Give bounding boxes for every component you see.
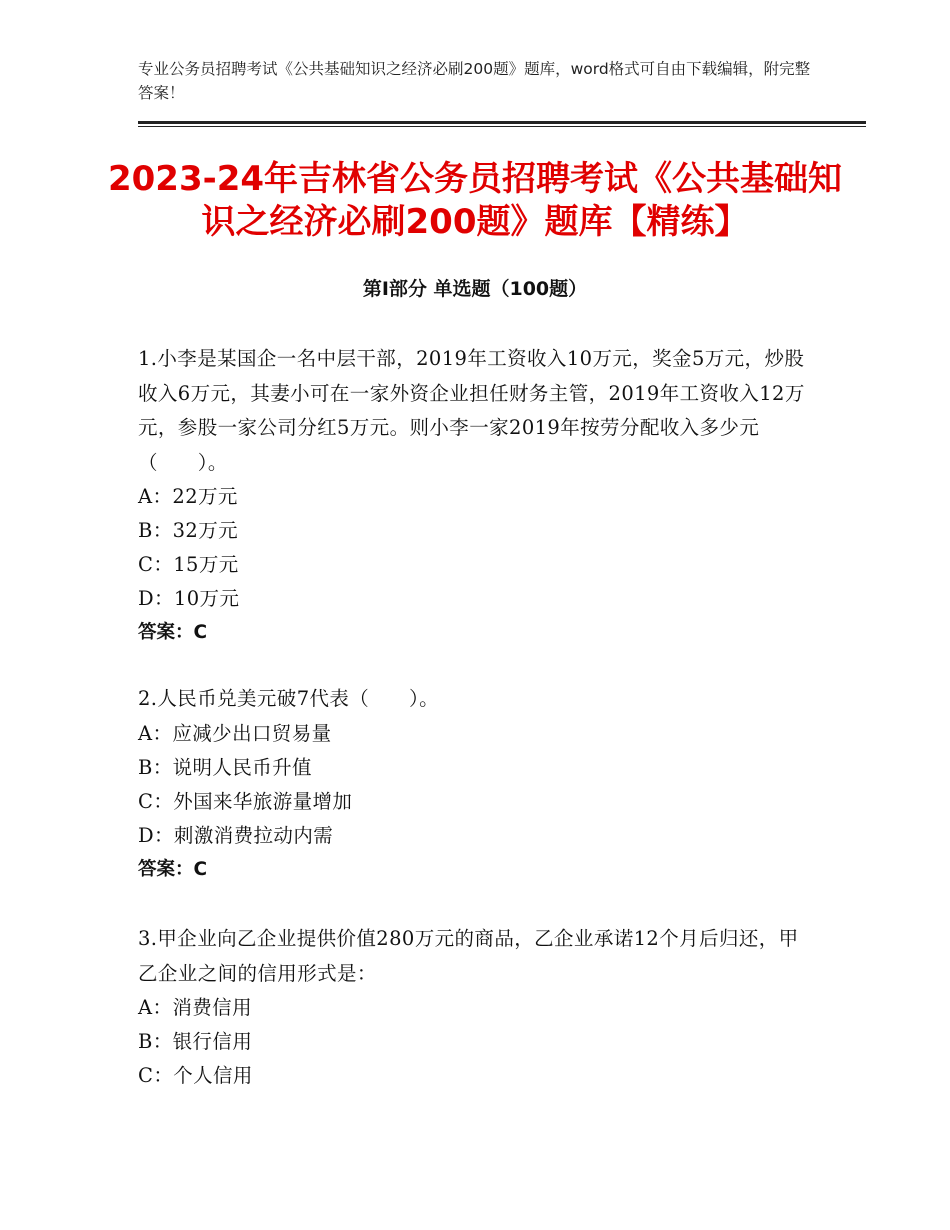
header-divider-thin: [138, 126, 866, 127]
question-stem: 3.甲企业向乙企业提供价值280万元的商品，乙企业承诺12个月后归还，甲乙企业之间的信用形式是：: [138, 927, 799, 985]
option-d: D：10万元: [138, 587, 240, 610]
option-a: A：22万元: [138, 485, 238, 508]
option-c: C：外国来华旅游量增加: [138, 789, 353, 813]
header-note: 专业公务员招聘考试《公共基础知识之经济必刷200题》题库，word格式可自由下载编辑，附完整答案！: [138, 60, 811, 102]
question-1: [138, 342, 818, 650]
header-divider-thick: [138, 121, 866, 124]
option-a: A：应减少出口贸易量: [138, 721, 332, 745]
option-b: B：银行信用: [138, 1030, 253, 1053]
document-title: 2023-24年吉林省公务员招聘考试《公共基础知识之经济必刷200题》题库【精练】: [107, 159, 843, 242]
question-stem: 1.小李是某国企一名中层干部，2019年工资收入10万元，奖金5万元，炒股收入6万元，其妻小可在一家外资企业担任财务主管，2019年工资收入12万元，参股一家公司分红5万元。则小李一家2019年按劳分配收入多少元（ ）。: [138, 347, 805, 474]
question-3: [138, 922, 818, 1093]
option-b: B：32万元: [138, 519, 239, 542]
answer: 答案：C: [138, 622, 208, 643]
question-2: [138, 682, 818, 887]
section-title: 第I部分 单选题（100题）: [362, 278, 588, 300]
option-c: C：个人信用: [138, 1064, 253, 1087]
answer: 答案：C: [138, 858, 208, 880]
option-b: B：说明人民币升值: [138, 755, 312, 779]
option-d: D：刺激消费拉动内需: [138, 823, 334, 847]
option-c: C：15万元: [138, 553, 239, 576]
question-stem: 2.人民币兑美元破7代表（ ）。: [138, 687, 440, 710]
option-a: A：消费信用: [138, 996, 252, 1019]
